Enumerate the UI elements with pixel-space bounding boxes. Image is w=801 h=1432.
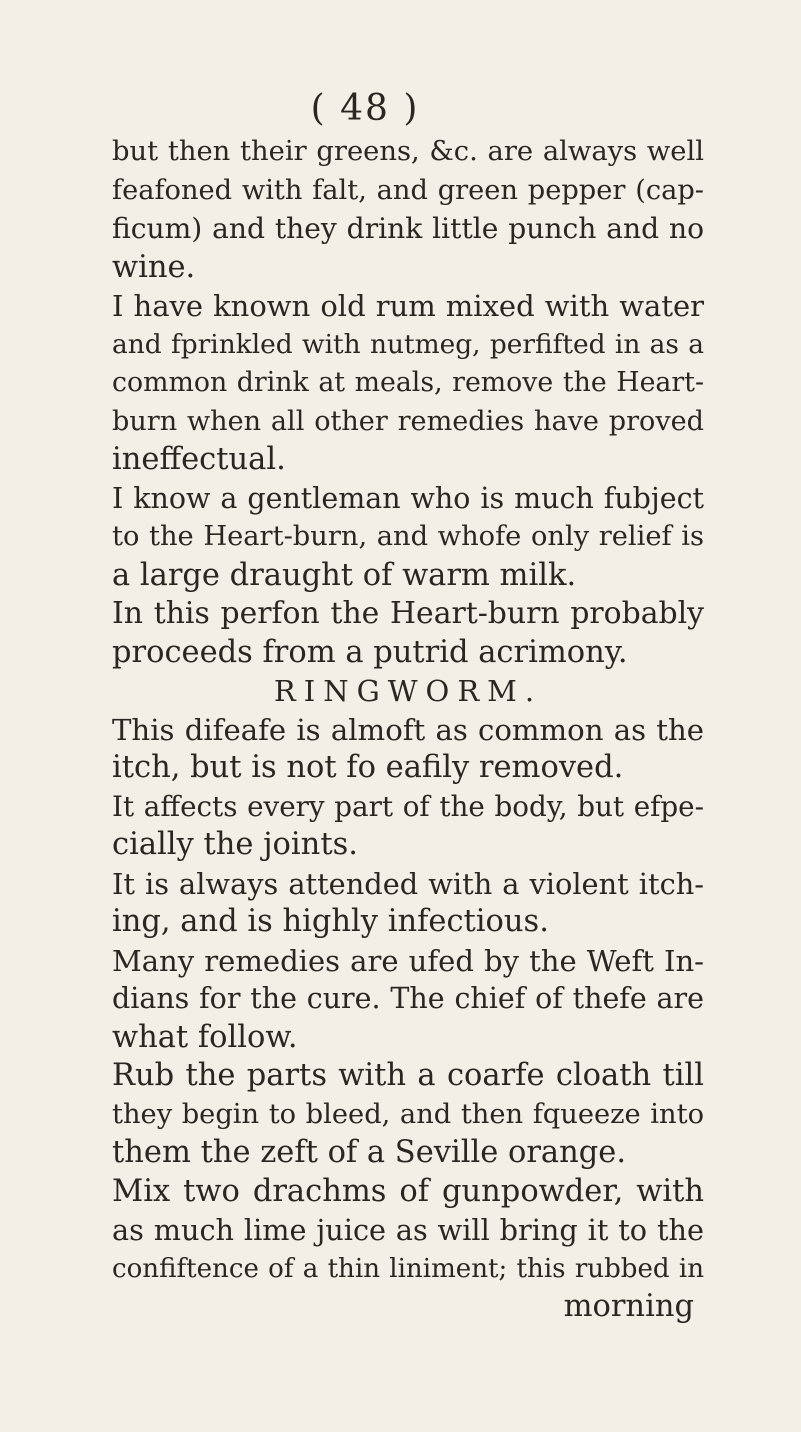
text-line: I know a gentleman who is much fubject (112, 481, 704, 515)
text-line: they begin to bleed, and then fqueeze into (112, 1098, 704, 1130)
text-line: It is always attended with a violent itch- (112, 866, 704, 901)
text-line: confiftence of a thin liniment; this rubbed in (112, 1253, 704, 1284)
text-line: In this perfon the Heart-burn probably (112, 596, 704, 631)
text-line: common drink at meals, remove the Heart- (112, 367, 704, 398)
text-line: and fprinkled with nutmeg, perfifted in as a (112, 328, 704, 360)
text-line: ing, and is highly infectious. (112, 904, 549, 939)
text-line: feafoned with falt, and green pepper (cap- (112, 174, 704, 206)
text-line: proceeds from a putrid acrimony. (112, 634, 628, 670)
text-line: This difeafe is almoft as common as the (112, 712, 704, 747)
text-line: but then their greens, &c. are always well (112, 136, 704, 167)
text-line: ineffectual. (112, 442, 286, 477)
body-text (112, 133, 704, 1327)
catchword: morning (563, 1289, 694, 1324)
text-line: I have known old rum mixed with water (112, 289, 704, 323)
text-line: Many remedies are ufed by the Weft In- (112, 943, 704, 978)
text-line: wine. (112, 249, 196, 285)
text-line: a large draught of warm milk. (112, 557, 577, 593)
text-line: Rub the parts with a coarfe cloath till (112, 1058, 704, 1093)
text-line: to the Heart-burn, and whofe only relief is (112, 521, 704, 552)
text-line: cially the joints. (112, 827, 358, 862)
text-line: burn when all other remedies have proved (112, 405, 704, 437)
section-heading: RINGWORM. (273, 674, 543, 708)
text-line: ficum) and they drink little punch and no (112, 212, 704, 245)
text-line: dians for the cure. The chief of thefe are (112, 982, 704, 1015)
text-line: them the zeft of a Seville orange. (112, 1135, 627, 1170)
text-line: Mix two drachms of gunpowder, with (112, 1173, 704, 1209)
page-number: ( 48 ) (310, 88, 420, 129)
text-line: what follow. (112, 1019, 298, 1055)
text-line: as much lime juice as will bring it to the (112, 1213, 704, 1247)
text-line: itch, but is not fo eafily removed. (112, 750, 624, 785)
text-line: It affects every part of the body, but efpe- (112, 789, 704, 823)
